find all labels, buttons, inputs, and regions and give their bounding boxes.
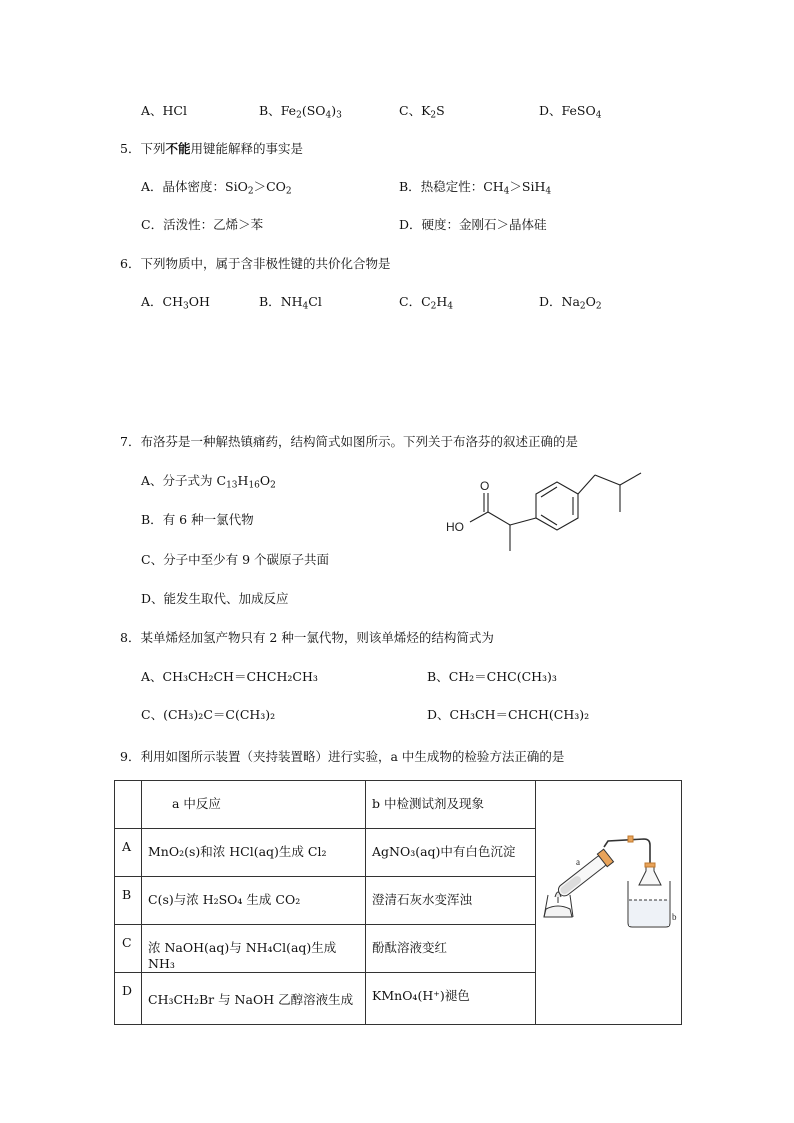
- row-label: B: [115, 877, 142, 925]
- row-reaction: MnO₂(s)和浓 HCl(aq)生成 Cl₂: [142, 829, 366, 877]
- oxygen-label: O: [480, 479, 490, 493]
- ibuprofen-structure: [440, 465, 670, 560]
- q6-option-b: B．$NH_4Cl$: [259, 294, 322, 312]
- row-reaction: C(s)与浓 H₂SO₄ 生成 CO₂: [142, 877, 366, 925]
- q6-option-c: C．$C_2H_4$: [399, 294, 454, 312]
- q7-option-d: D、能发生取代、加成反应: [141, 591, 289, 606]
- header-col-b: b 中检测试剂及现象: [366, 781, 536, 829]
- q9-stem: 9．利用如图所示装置（夹持装置略）进行实验，a 中生成物的检验方法正确的是: [120, 749, 565, 764]
- q4-option-a: A、HCl: [141, 103, 187, 118]
- q8-option-d: D、CH₃CH＝CHCH(CH₃)₂: [427, 707, 590, 722]
- row-reaction: 浓 NaOH(aq)与 NH₄Cl(aq)生成 NH₃: [142, 925, 366, 973]
- row-test: KMnO₄(H⁺)褪色: [366, 973, 536, 1025]
- hydroxyl-label: HO: [446, 520, 464, 534]
- label-b: b: [672, 912, 677, 922]
- q5-option-c: C．活泼性：乙烯＞苯: [141, 217, 264, 232]
- q6-option-a: A．$CH_3OH$: [141, 294, 210, 312]
- row-test: 酚酞溶液变红: [366, 925, 536, 973]
- q9-table: [114, 780, 682, 1025]
- q6-option-d: D．$Na_2O_2$: [539, 294, 602, 312]
- q7-option-c: C、分子中至少有 9 个碳原子共面: [141, 552, 329, 567]
- q8-option-a: A、CH₃CH₂CH＝CHCH₂CH₃: [141, 669, 318, 684]
- q5-option-d: D．硬度：金刚石＞晶体硅: [399, 217, 547, 232]
- benzene-ring: [536, 482, 578, 530]
- q5-stem: 5．下列不能用键能解释的事实是: [120, 141, 303, 156]
- label-a: a: [576, 857, 580, 867]
- header-col-a: a 中反应: [142, 781, 366, 829]
- table-header-row: [115, 781, 682, 829]
- apparatus-diagram: [536, 805, 681, 997]
- q8-option-c: C、(CH₃)₂C＝C(CH₃)₂: [141, 707, 276, 722]
- q4-option-c: C、$K_2S$: [399, 103, 445, 121]
- q4-option-b: B、$Fe_2(SO_4)_3$: [259, 103, 342, 121]
- q7-stem: 7．布洛芬是一种解热镇痛药，结构简式如图所示。下列关于布洛芬的叙述正确的是: [120, 434, 578, 449]
- row-label: D: [115, 973, 142, 1025]
- q6-stem: 6．下列物质中，属于含非极性键的共价化合物是: [120, 256, 391, 271]
- q7-option-b: B．有 6 种一氯代物: [141, 512, 254, 527]
- q8-option-b: B、CH₂＝CHC(CH₃)₃: [427, 669, 557, 684]
- header-empty: [115, 781, 142, 829]
- q4-option-d: D、FeSO$_4$: [539, 103, 602, 121]
- q8-stem: 8．某单烯烃加氢产物只有 2 种一氯代物，则该单烯烃的结构简式为: [120, 630, 494, 645]
- row-label: A: [115, 829, 142, 877]
- q5-option-b: B．热稳定性：$CH_4>SiH_4$: [399, 179, 552, 197]
- row-test: 澄清石灰水变浑浊: [366, 877, 536, 925]
- row-reaction: CH₃CH₂Br 与 NaOH 乙醇溶液生成: [142, 973, 366, 1025]
- q5-option-a: A．晶体密度：$SiO_2>CO_2$: [141, 179, 292, 197]
- row-label: C: [115, 925, 142, 973]
- q7-option-a: A、分子式为 $C_{13}H_{16}O_2$: [141, 473, 276, 491]
- row-test: AgNO₃(aq)中有白色沉淀: [366, 829, 536, 877]
- apparatus-cell: [536, 781, 682, 1025]
